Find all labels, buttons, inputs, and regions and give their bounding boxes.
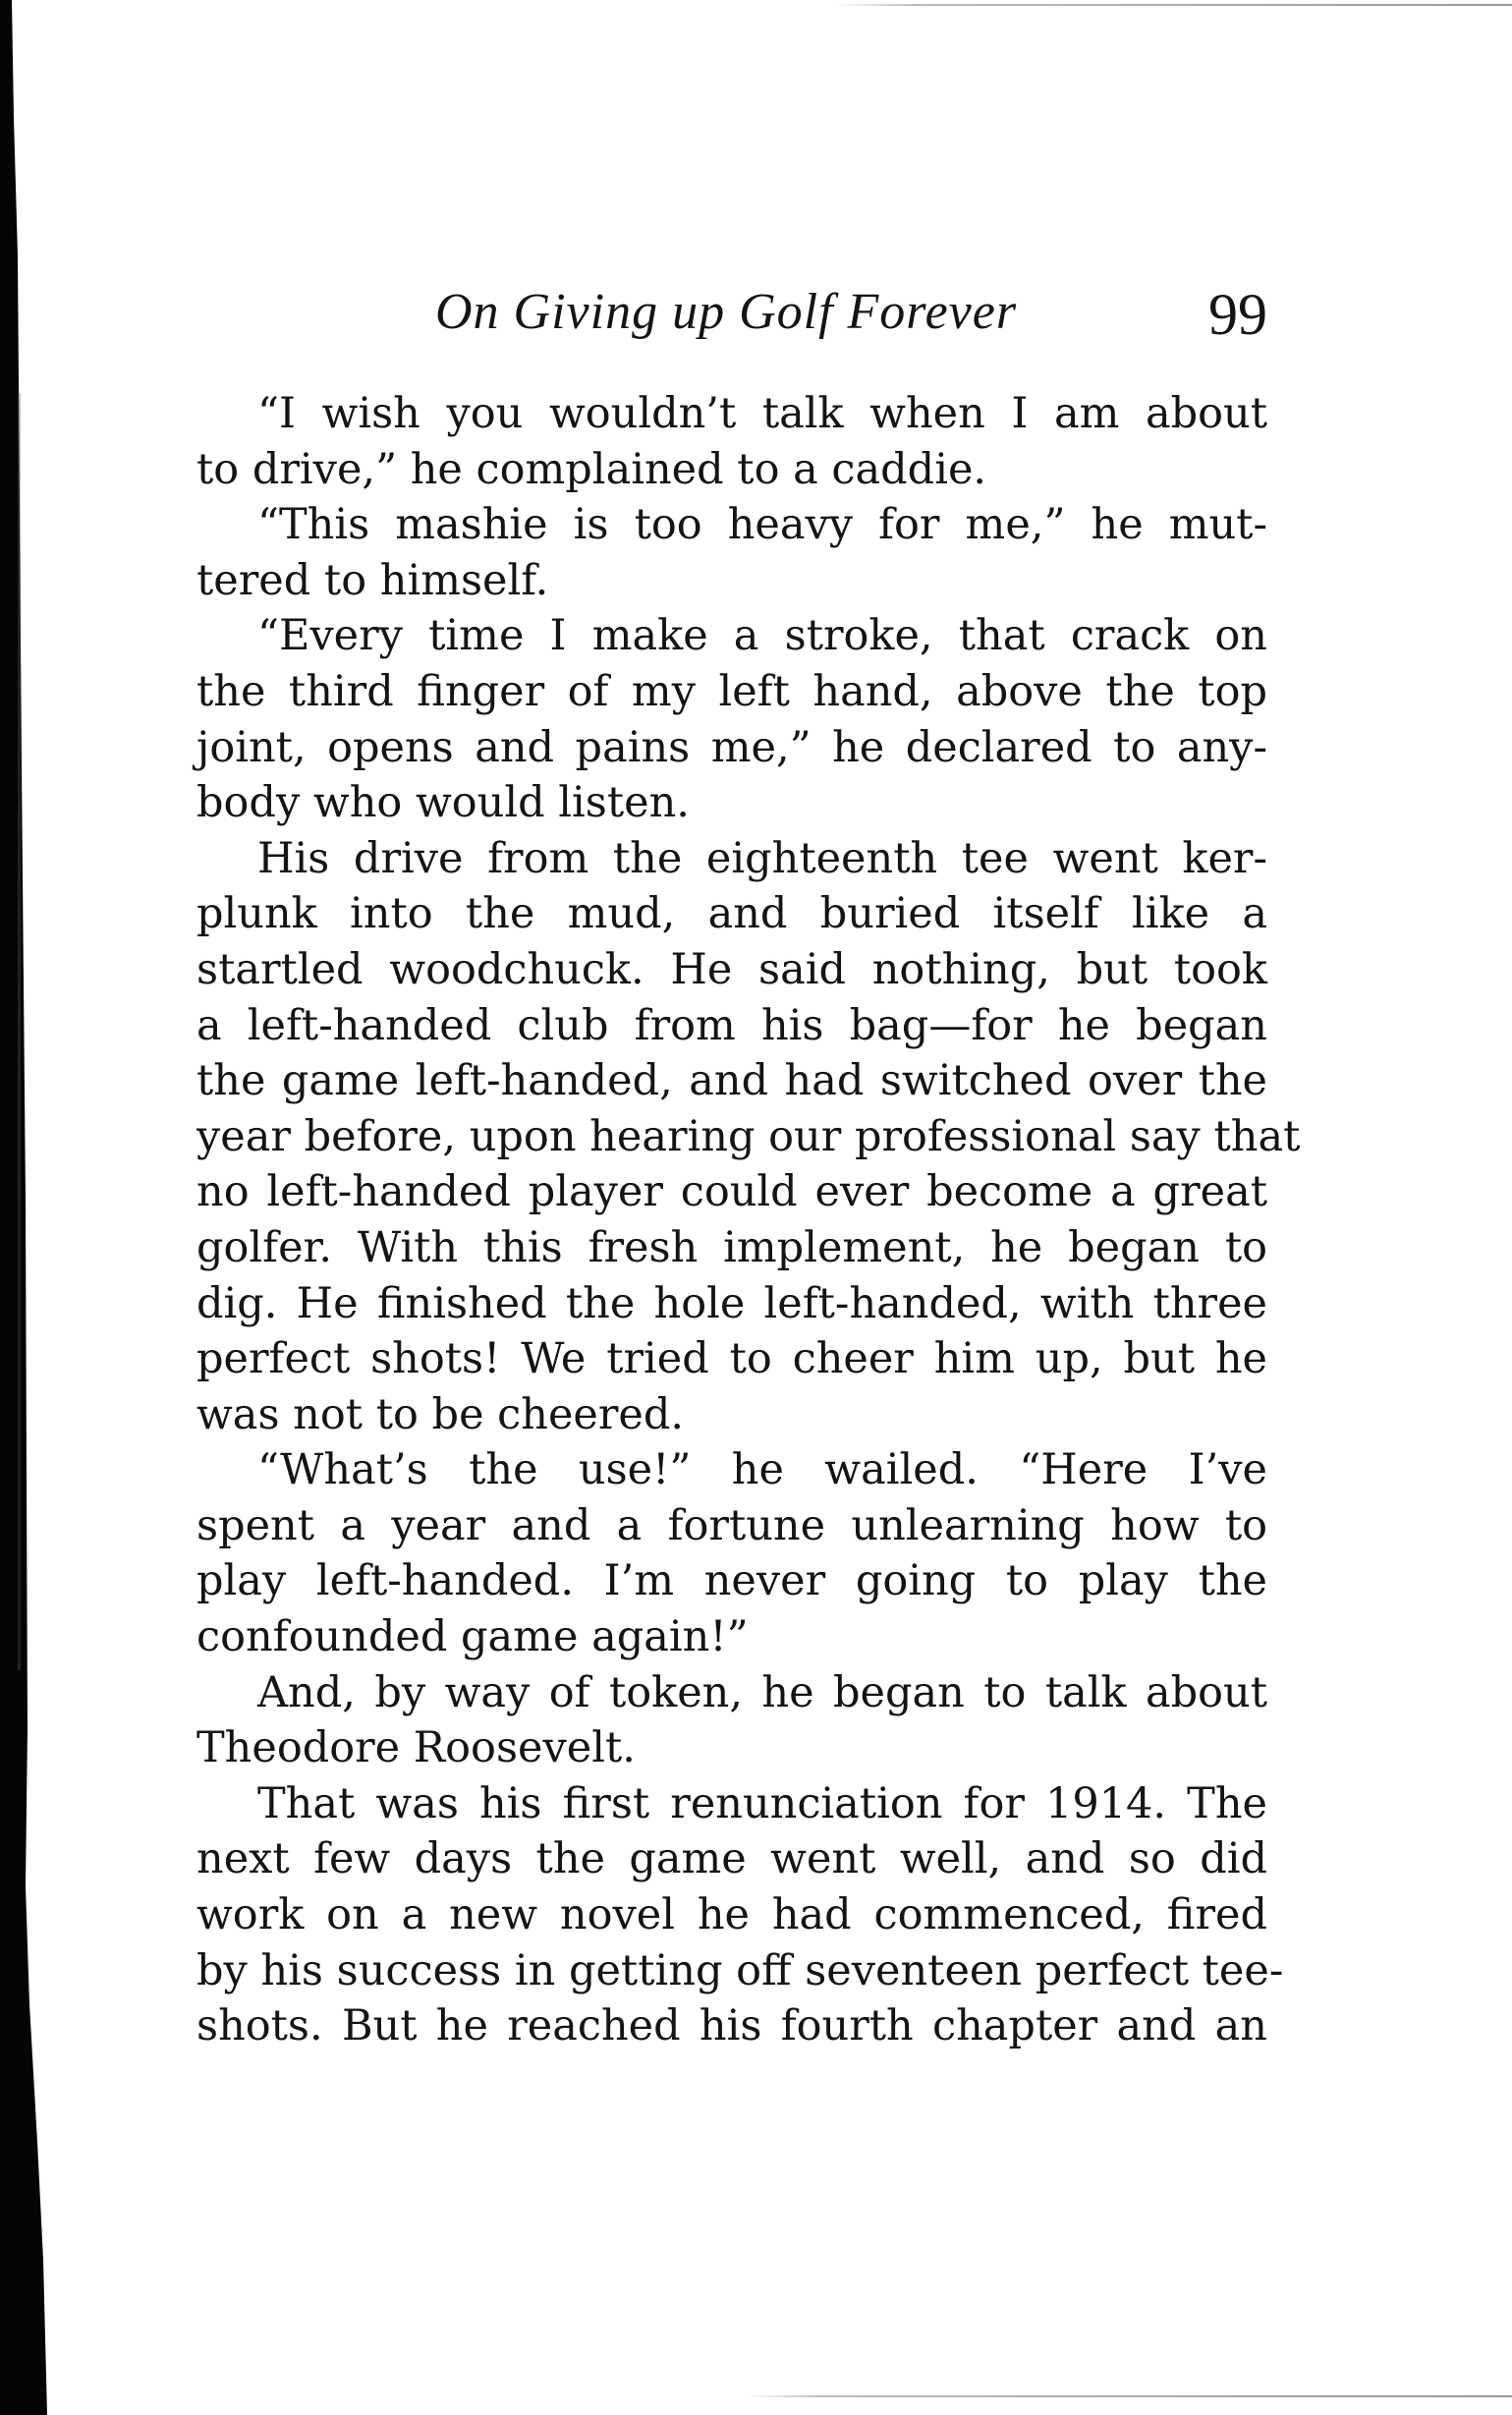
text-line: to drive,” he complained to a caddie. <box>196 444 987 494</box>
text-line: “I wish you wouldn’t talk when I am about <box>257 389 1267 438</box>
text-line: His drive from the eighteenth tee went ker- <box>257 833 1267 883</box>
text-line: And, by way of token, he began to talk about <box>257 1667 1267 1717</box>
text-line: That was his first renunciation for 1914. The <box>257 1778 1267 1828</box>
body-text <box>196 386 1301 2054</box>
text-line: work on a new novel he had commenced, fired <box>196 1890 1267 1940</box>
text-line: a left-handed club from his bag—for he began <box>196 1000 1267 1050</box>
page-header <box>196 275 1267 364</box>
top-scan-rule <box>835 4 1512 6</box>
text-line: “What’s the use!” he wailed. “Here I’ve <box>257 1445 1267 1495</box>
text-line: confounded game again!” <box>196 1612 749 1662</box>
text-line: no left-handed player could ever become a great <box>196 1167 1267 1217</box>
text-line: tered to himself. <box>196 555 549 605</box>
text-line: perfect shots! We tried to cheer him up, but he <box>196 1334 1267 1384</box>
text-line: year before, upon hearing our professional say that <box>196 1111 1301 1161</box>
text-line: golfer. With this fresh implement, he began to <box>196 1222 1267 1272</box>
text-line: “Every time I make a stroke, that crack on <box>257 611 1267 661</box>
text-line: joint, opens and pains me,” he declared to any- <box>196 722 1267 772</box>
text-line: “This mashie is too heavy for me,” he mut- <box>257 500 1267 550</box>
text-line: startled woodchuck. He said nothing, but took <box>196 944 1267 994</box>
text-line: dig. He finished the hole left-handed, with three <box>196 1278 1267 1328</box>
page-number: 99 <box>1208 282 1267 347</box>
text-line: plunk into the mud, and buried itself like a <box>196 889 1267 939</box>
text-line: spent a year and a fortune unlearning how to <box>196 1500 1267 1550</box>
running-title: On Giving up Golf Forever <box>435 284 1018 340</box>
text-line: Theodore Roosevelt. <box>196 1723 636 1773</box>
text-line: body who would listen. <box>196 778 690 828</box>
text-line: by his success in getting off seventeen perfect tee- <box>196 1945 1284 1995</box>
text-line: was not to be cheered. <box>196 1389 685 1439</box>
text-line: the game left-handed, and had switched over the <box>196 1056 1267 1106</box>
text-line: next few days the game went well, and so did <box>196 1834 1267 1884</box>
scan-binding-edge <box>0 0 147 2415</box>
text-line: play left-handed. I’m never going to play the <box>196 1556 1267 1606</box>
text-line: the third finger of my left hand, above the top <box>196 666 1267 716</box>
bottom-scan-rule <box>747 2395 1512 2397</box>
text-line: shots. But he reached his fourth chapter and an <box>196 2001 1267 2051</box>
